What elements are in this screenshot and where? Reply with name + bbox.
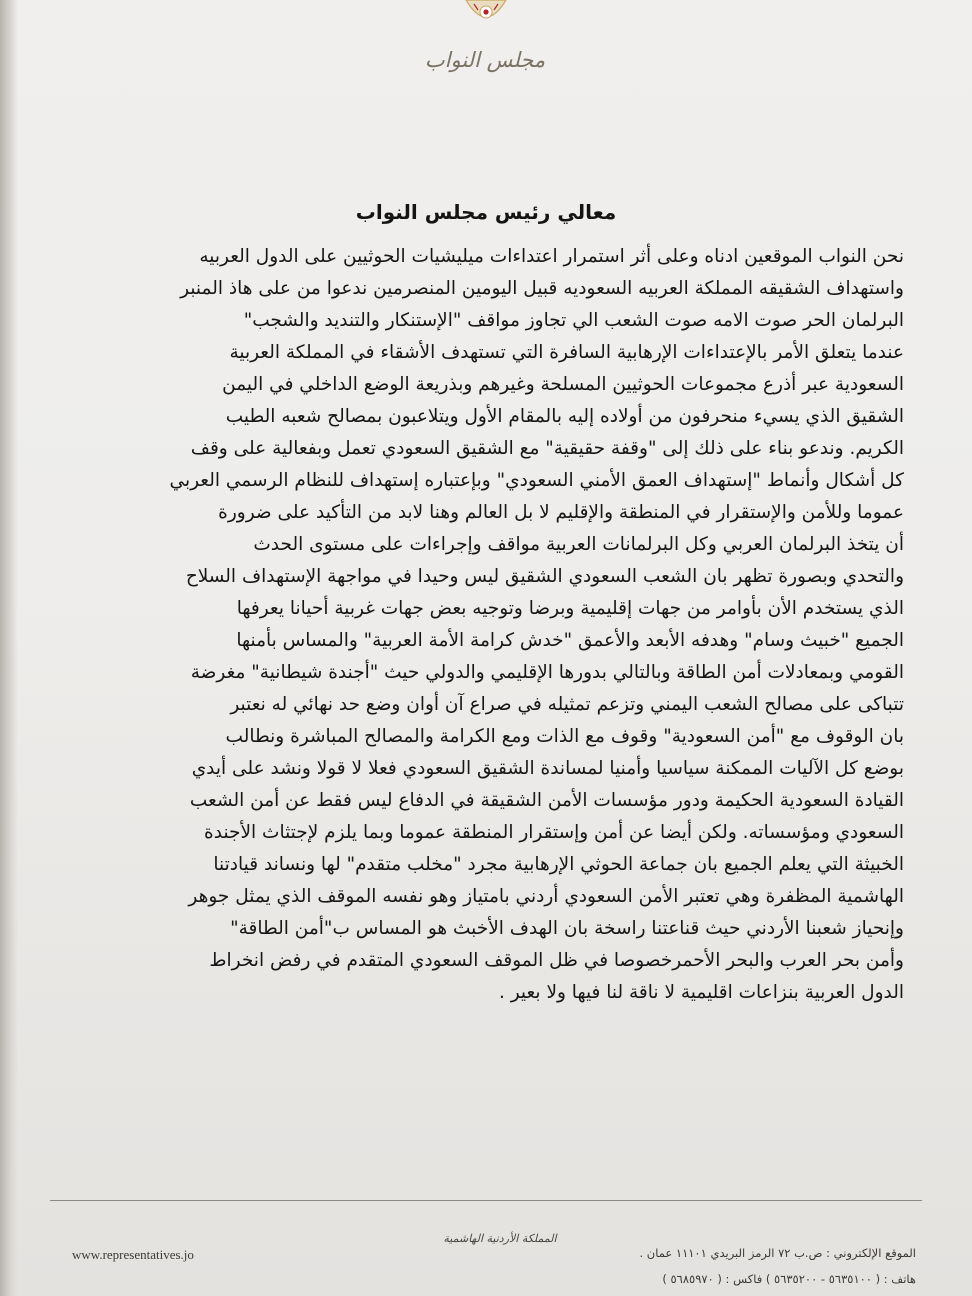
page-edge-shadow (0, 0, 18, 1296)
body-line: الذي يستخدم الأن بأوامر من جهات إقليمية وبرضا وتوجيه بعض جهات غربية أحيانا يعرفها (236, 598, 904, 619)
body-line: الكريم. وندعو بناء على ذلك إلى "وقفة حقيقية" مع الشقيق السعودي تعمل وبفعالية على وقف (190, 438, 904, 459)
body-line: عندما يتعلق الأمر بالإعتداءات الإرهابية السافرة التي تستهدف الأشقاء في المملكة العربية (229, 342, 904, 363)
footer-divider (50, 1200, 922, 1201)
body-line: نحن النواب الموقعين ادناه وعلى أثر استمرار اعتداءات ميليشيات الحوثيين على الدول العربيه (199, 246, 904, 267)
body-line: السعودي ومؤسساته. ولكن أيضا عن أمن وإستقرار المنطقة عموما وبما يلزم لإجتثاث الأجندة (204, 822, 904, 843)
body-line: والتحدي وبصورة تظهر بان الشعب السعودي الشقيق ليس وحيدا في مواجهة الإستهداف السلاح (185, 566, 904, 587)
body-line: الجميع "خبيث وسام" وهدفه الأبعد والأعمق "خدش كرامة الأمة العربية" والمساس بأمنها (236, 630, 904, 651)
body-line: بان الوقوف مع "أمن السعودية" وقوف مع الذات ومع الكرامة والمصالح المباشرة ونطالب (225, 726, 904, 747)
body-line: تتباكى على مصالح الشعب اليمني وتزعم تمثيله في صراع آن أوان وضع حد نهائي له نعتبر (230, 694, 904, 715)
parliament-logo: مجلس النواب (424, 48, 546, 72)
body-line: القومي وبمعادلات أمن الطاقة وبالتالي بدورها الإقليمي والدولي حيث "أجندة شيطانية" مغرضة (190, 662, 904, 683)
body-line: البرلمان الحر صوت الامه صوت الشعب الي تجاوز مواقف "الإستنكار والتنديد والشجب" (243, 310, 904, 331)
body-line: بوضع كل الآليات الممكنة سياسيا وأمنيا لمساندة الشقيق السعودي فعلا لا قولا ونشد على أيدي (191, 758, 904, 779)
footer-address: الموقع الإلكتروني : ص.ب ٧٢ الرمز البريدي ١١١٠١ عمان . (639, 1246, 916, 1260)
footer-kingdom-name: المملكة الأردنية الهاشمية (443, 1232, 557, 1245)
body-line: القيادة السعودية الحكيمة ودور مؤسسات الأمن الشقيقة في الدفاع ليس فقط عن أمن الشعب (189, 790, 904, 811)
body-line: الهاشمية المظفرة وهي تعتبر الأمن السعودي أردني بامتياز وهو نفسه الموقف الذي يمثل جوهر (188, 886, 904, 907)
body-line: عموما وللأمن والإستقرار في المنطقة والإقليم لا بل العالم وهنا لابد من التأكيد على ضرورة (218, 502, 904, 523)
body-line: الدول العربية بنزاعات اقليمية لا ناقة لنا فيها ولا بعير . (498, 982, 904, 1003)
jordan-parliament-emblem-icon (464, 0, 508, 30)
body-line: وإنحياز شعبنا الأردني حيث قناعتنا راسخة بان الهدف الأخبث هو المساس ب"أمن الطاقة" (230, 918, 904, 939)
footer-website: www.representatives.jo (72, 1247, 194, 1262)
body-line: أن يتخذ البرلمان العربي وكل البرلمانات العربية مواقف وإجراءات على مستوى الحدث (253, 534, 904, 555)
body-line: وأمن بحر العرب والبحر الأحمرخصوصا في ظل الموقف السعودي المتقدم في رفض انخراط (209, 950, 904, 971)
body-line: واستهداف الشقيقه المملكة العربيه السعوديه قبيل اليومين المنصرمين ندعوا من على هاذ المنبر (180, 278, 904, 299)
letter-heading: معالي رئيس مجلس النواب (355, 200, 617, 224)
letter-body (62, 241, 904, 1009)
body-line: السعودية عبر أذرع مجموعات الحوثيين المسلحة وغيرهم وبذريعة الوضع الداخلي في اليمن (222, 374, 904, 395)
body-line: كل أشكال وأنماط "إستهداف العمق الأمني السعودي" وبإعتباره إستهداف للنظام الرسمي العربي (169, 470, 904, 491)
footer-phone-fax: هاتف : ( ٥٦٣٥١٠٠ - ٥٦٣٥٢٠٠ ) فاكس : ( ٥٦٨٥٩٧٠ ) (662, 1272, 916, 1286)
body-line: الخبيثة التي يعلم الجميع بان جماعة الحوثي الإرهابية مجرد "مخلب متقدم" لها ونساند قيادتنا (213, 854, 904, 875)
body-line: الشقيق الذي يسيء منحرفون من أولاده إليه بالمقام الأول ويتلاعبون بمصالح شعبه الطيب (225, 406, 904, 427)
